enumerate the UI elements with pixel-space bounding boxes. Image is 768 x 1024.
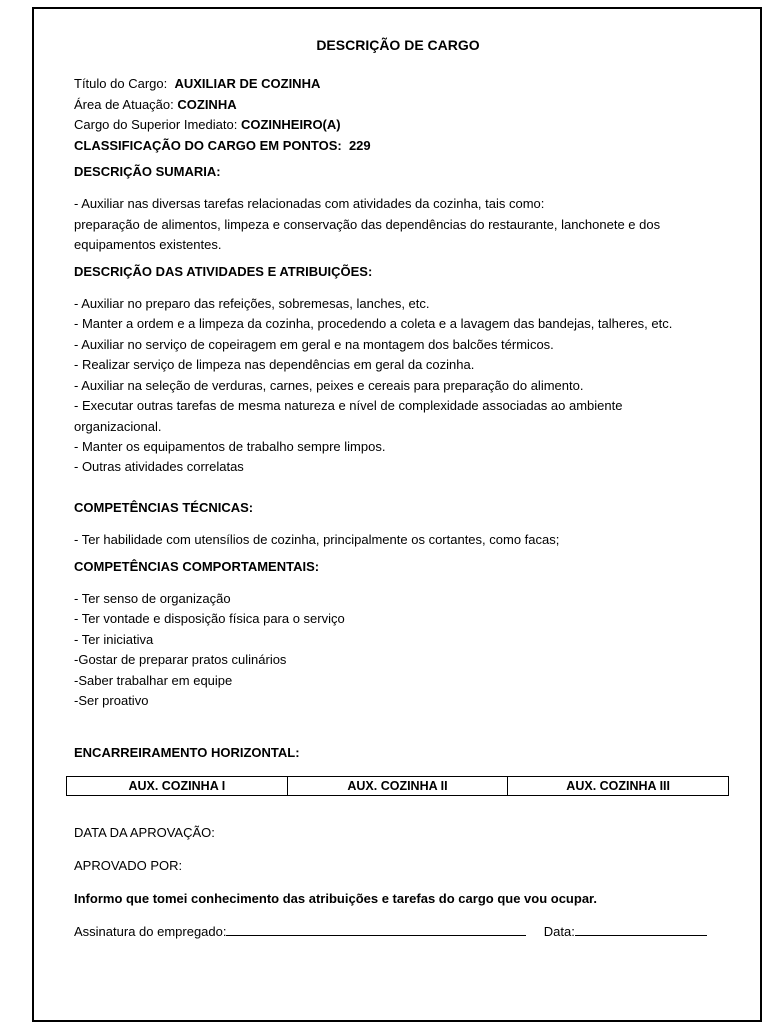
activity-item: organizacional. [74,418,162,434]
field-value: COZINHA [177,96,237,112]
field-value: COZINHEIRO(A) [240,117,341,133]
behavioral-heading: COMPETÊNCIAS COMPORTAMENTAIS: [74,558,320,574]
activity-item: - Manter os equipamentos de trabalho sempre limpos. [74,438,386,454]
behavioral-item: - Ter iniciativa [74,631,154,647]
behavioral-item: - Ter vontade e disposição física para o serviço [74,611,345,627]
career-table [66,776,729,796]
document-title: DESCRIÇÃO DE CARGO [316,37,480,53]
field-label: CLASSIFICAÇÃO DO CARGO EM PONTOS: [74,137,342,153]
behavioral-item: -Saber trabalhar em equipe [74,672,233,688]
behavioral-list [74,589,722,711]
behavioral-item: - Ter senso de organização [74,590,231,606]
behavioral-item: -Ser proativo [74,692,149,708]
date-label: Data: [543,924,575,939]
career-level-cell: AUX. COZINHA II [287,776,508,795]
technical-item: - Ter habilidade com utensílios de cozinha, principalmente os cortantes, como facas; [74,532,560,548]
acknowledgement-text: Informo que tomei conhecimento das atribuições e tarefas do cargo que vou ocupar. [74,890,597,906]
activity-item: - Realizar serviço de limpeza nas dependências em geral da cozinha. [74,357,475,373]
signature-label: Assinatura do empregado: [74,924,227,939]
approval-date-label: DATA DA APROVAÇÃO: [74,824,215,840]
field-value: AUXILIAR DE COZINHA [174,76,321,92]
technical-heading: COMPETÊNCIAS TÉCNICAS: [74,499,254,515]
activity-item: - Auxiliar na seleção de verduras, carnes, peixes e cereais para preparação do alimento. [74,377,584,393]
summary-line: - Auxiliar nas diversas tarefas relacionadas com atividades da cozinha, tais como: [74,196,545,212]
summary-heading: DESCRIÇÃO SUMARIA: [74,164,221,180]
activity-item: - Manter a ordem e a limpeza da cozinha, procedendo a coleta e a lavagem das bandejas, talheres, etc. [74,316,673,332]
career-heading: ENCARREIRAMENTO HORIZONTAL: [74,745,300,761]
document-content [74,9,722,942]
field-supervisor [74,115,722,135]
activities-list [74,294,722,478]
career-level-cell: AUX. COZINHA III [508,776,729,795]
signature-row [74,921,722,942]
summary-list [74,194,722,255]
summary-line: preparação de alimentos, limpeza e conservação das dependências do restaurante, lanchonete e dos [74,216,661,232]
activity-item: - Auxiliar no serviço de copeiragem em geral e na montagem dos balcões térmicos. [74,336,554,352]
field-label: Título do Cargo: [74,76,168,92]
approved-by-label: APROVADO POR: [74,858,183,874]
career-level-cell: AUX. COZINHA I [67,776,288,795]
activity-item: - Auxiliar no preparo das refeições, sobremesas, lanches, etc. [74,296,430,312]
field-value: 229 [348,137,371,153]
activity-item: - Executar outras tarefas de mesma natureza e nível de complexidade associadas ao ambiente [74,398,623,414]
field-label: Área de Atuação: [74,96,174,112]
document-page [32,7,762,1022]
summary-line: equipamentos existentes. [74,237,222,253]
field-label: Cargo do Superior Imediato: [74,117,238,133]
date-line[interactable] [575,921,707,936]
activities-heading: DESCRIÇÃO DAS ATIVIDADES E ATRIBUIÇÕES: [74,263,373,279]
field-area [74,95,722,115]
activity-item: - Outras atividades correlatas [74,459,244,475]
signature-line[interactable] [226,921,526,936]
field-job-title [74,74,722,94]
technical-list [74,530,722,550]
behavioral-item: -Gostar de preparar pratos culinários [74,652,287,668]
table-row [67,776,729,795]
field-classification [74,136,722,156]
